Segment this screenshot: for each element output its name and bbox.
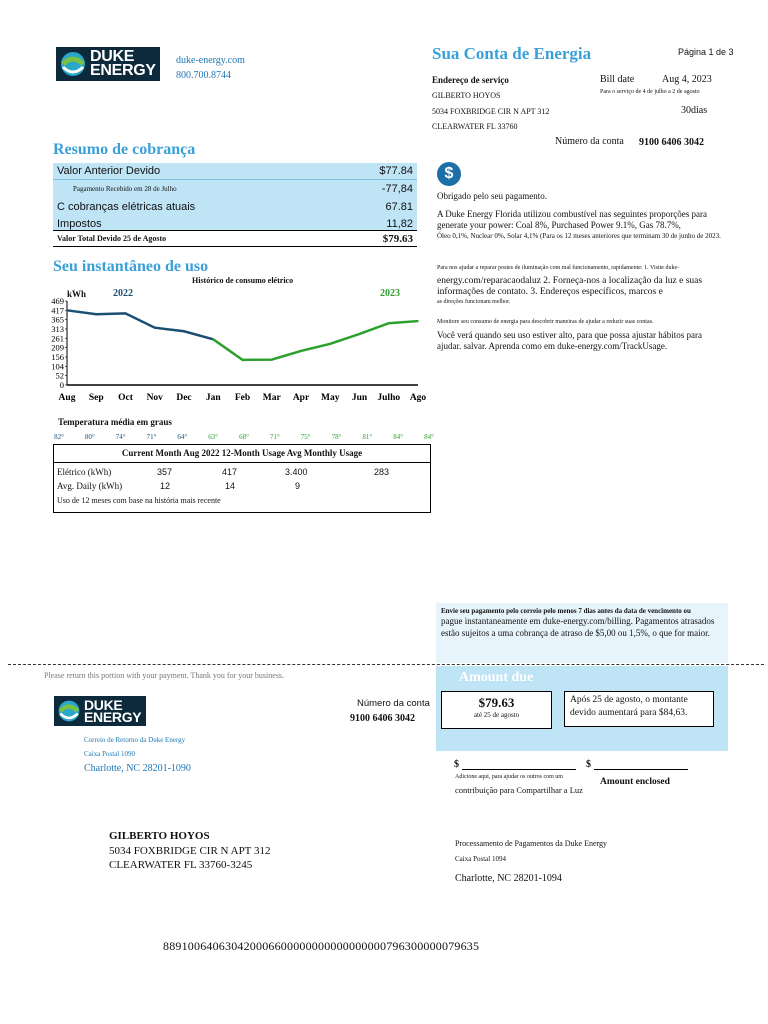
thanks-message: Obrigado pelo seu pagamento. [437, 191, 547, 201]
usage-chart [40, 295, 430, 407]
service-days: 30dias [681, 105, 708, 116]
series-line-2022 [67, 310, 213, 339]
account-number: 9100 6406 3042 [639, 137, 704, 148]
fuel-mix-message: A Duke Energy Florida utilizou combustível nas seguintes proporções para generate your power: Coal 8%, Purchased Power 9.1%, Gas 78.7%, [437, 209, 708, 230]
phone-number: 800.700.8744 [176, 70, 231, 81]
x-tick-label: Oct [118, 393, 133, 403]
x-tick-label: Mar [262, 393, 281, 403]
x-tick-label: Ago [409, 393, 427, 403]
lights-message-2: energy.com/reparacaodaluz 2. Forneça-nos a localização da luz e suas informações de contato. 3. Endereços específicos, marcos e [437, 276, 703, 297]
duke-energy-logo [56, 47, 160, 81]
chart-title: Histórico de consumo elétrico [192, 276, 294, 285]
data-point-2022 [95, 313, 97, 315]
duke-logo-mark-icon [56, 698, 82, 724]
x-tick-label: Julho [377, 393, 401, 403]
summary-row-value: $77.84 [379, 165, 413, 177]
fuel-mix-message-2: Óleo 0,1%, Nuclear 0%, Solar 4,1% (Para os 12 meses anteriores que terminam 30 de junho de 2023. [437, 232, 721, 240]
data-point-2023 [300, 350, 302, 352]
x-tick-label: May [321, 393, 340, 403]
y-tick-label: 0 [59, 380, 64, 390]
year-2022-label: 2022 [113, 288, 133, 299]
monitor-message-2: Você verá quando seu uso estiver alto, para que possa ajustar hábitos para ajudar. salvar. Aprenda como em duke-energy.com/TrackUsage. [437, 330, 702, 351]
temperature-row [54, 433, 434, 443]
temperature-title: Temperatura média em graus [58, 417, 172, 427]
billing-summary-table [53, 163, 417, 231]
temperature-value: 63° [208, 433, 219, 441]
data-point-2022 [66, 310, 68, 312]
tear-line [8, 664, 764, 665]
usage-note: Uso de 12 meses com base na história mais recente [57, 496, 221, 505]
temperature-value: 68° [239, 433, 249, 441]
data-point-2023 [242, 359, 244, 361]
y-tick-label: 52 [55, 370, 64, 381]
amount-due-box [441, 691, 552, 729]
share-note-1: Adicione aqui, para ajudar os outros com um [455, 774, 563, 780]
return-address-line1: Correio de Retorno da Duke Energy [84, 736, 186, 744]
lights-message-1: Para nos ajudar a reparar postes de iluminação com mal funcionamento, rapidamente: 1. Visite duke- [437, 265, 680, 271]
page-title: Sua Conta de Energia [432, 44, 592, 63]
temperature-value: 74° [115, 433, 126, 441]
year-2023-label: 2023 [380, 288, 400, 299]
lights-message-3: as direções funcionam melhor. [437, 299, 511, 305]
mail-note-bold: Envie seu pagamento pelo correio pelo menos 7 dias antes da data de vencimento ou [441, 607, 691, 615]
usage-row-label: Elétrico (kWh) [57, 467, 112, 477]
x-tick-label: Sep [88, 393, 104, 403]
amount-due-value: $79.63 [478, 695, 515, 710]
data-point-2022 [154, 327, 156, 329]
processing-line2: Caixa Postal 1094 [455, 855, 506, 863]
usage-row [54, 463, 430, 479]
data-point-2023 [329, 343, 331, 345]
y-tick-label: 469 [51, 296, 64, 306]
x-tick-label: Dec [176, 393, 192, 403]
temperature-value: 84° [424, 433, 434, 441]
data-point-2022 [183, 330, 185, 332]
usage-row-label: Avg. Daily (kWh) [57, 481, 123, 491]
chart-unit: kWh [67, 289, 87, 299]
y-tick-label: 156 [51, 352, 64, 363]
remit-account-label: Número da conta [357, 698, 430, 709]
amount-due-label: Amount due [459, 670, 534, 685]
x-tick-label: Apr [292, 393, 310, 403]
usage-table-header: Current Month Aug 2022 12-Month Usage Avg Monthly Usage [54, 445, 430, 463]
duke-energy-logo-remit [54, 696, 146, 726]
amount-enclosed-label: Amount enclosed [600, 777, 670, 787]
usage-avg: 9 [295, 481, 301, 491]
service-period: Para o serviço de 4 de julho a 2 de agosto [600, 89, 700, 95]
data-point-2023 [359, 333, 361, 335]
account-label: Número da conta [555, 136, 624, 147]
return-note: Please return this portion with your payment. Thank you for your business. [44, 671, 285, 680]
logo-text: DUKE ENERGY [90, 48, 156, 79]
page-number: Página 1 de 3 [678, 47, 734, 57]
temperature-value: 82° [54, 433, 64, 441]
summary-total-row [53, 230, 417, 247]
enclosed-amount-field[interactable] [594, 769, 688, 770]
y-tick-label: 417 [51, 305, 64, 316]
x-tick-label: Aug [58, 393, 76, 403]
temperature-value: 75° [300, 433, 311, 441]
service-address-label: Endereço de serviço [432, 75, 509, 85]
remit-account-number: 9100 6406 3042 [350, 713, 415, 724]
logo-text: DUKE ENERGY [84, 697, 142, 725]
x-tick-label: Feb [234, 393, 251, 403]
summary-row [53, 163, 417, 180]
mail-customer-addr2: CLEARWATER FL 33760-3245 [109, 859, 253, 871]
total-due-label: Valor Total Devido 25 de Agosto [57, 234, 167, 243]
summary-row-value: 11,82 [386, 217, 413, 230]
enclosed-dollar-sign: $ [586, 759, 591, 770]
temperature-value: 84° [393, 433, 404, 441]
usage-12month: 417 [222, 467, 238, 477]
data-point-2023 [271, 359, 273, 361]
temperature-value: 64° [177, 433, 188, 441]
data-point-2023 [388, 322, 390, 324]
return-address-line2: Caixa Postal 1090 [84, 750, 135, 758]
monitor-message-1: Monitore seu consumo de energia para descobrir maneiras de ajudar a reduzir suas contas. [437, 319, 654, 325]
mail-note-text: pague instantaneamente em duke-energy.com/billing. Pagamentos atrasados estão sujeitos a uma cobrança de atraso de $5,00 ou 1,5%, o que for maior. [441, 616, 715, 638]
amount-due-date: até 25 de agosto [473, 711, 520, 719]
usage-snapshot-title: Seu instantâneo de uso [53, 258, 209, 275]
y-tick-label: 104 [51, 361, 64, 372]
summary-row-label: Pagamento Recebido em 28 de Julho [73, 185, 177, 193]
total-due-value: $79.63 [382, 232, 413, 245]
website-link[interactable]: duke-energy.com [176, 55, 245, 66]
share-dollar-sign: $ [454, 759, 459, 770]
usage-row [54, 479, 430, 495]
mail-note-box [436, 603, 728, 663]
summary-row-label: Impostos [57, 217, 102, 230]
x-tick-label: Jan [205, 393, 221, 403]
data-point-2022 [125, 313, 127, 315]
y-tick-label: 313 [51, 323, 64, 334]
summary-row-label: Valor Anterior Devido [57, 165, 161, 177]
y-tick-label: 209 [51, 342, 64, 353]
usage-extra: 283 [374, 467, 390, 477]
usage-current: 12 [160, 481, 171, 491]
summary-row [53, 198, 417, 215]
summary-row-value: -77,84 [381, 183, 413, 195]
usage-avg: 3.400 [285, 467, 308, 477]
bill-date: Aug 4, 2023 [662, 74, 712, 85]
summary-row [53, 180, 417, 198]
processing-line1: Processamento de Pagamentos da Duke Energy [455, 839, 608, 848]
share-note-2: contribuição para Compartilhar a Luz [455, 785, 583, 795]
mail-customer-addr1: 5034 FOXBRIDGE CIR N APT 312 [109, 845, 271, 857]
data-point-2023 [417, 320, 419, 322]
customer-name: GILBERTO HOYOS [432, 91, 501, 100]
temperature-value: 80° [84, 433, 95, 441]
return-address-line3: Charlotte, NC 28201-1090 [84, 763, 191, 774]
bill-date-label: Bill date [600, 74, 635, 85]
billing-summary-title: Resumo de cobrança [53, 141, 196, 158]
x-tick-label: Jun [351, 393, 368, 403]
y-tick-label: 261 [51, 333, 64, 344]
temperature-value: 78° [331, 433, 342, 441]
late-fee-box: Após 25 de agosto, o montante devido aumentará para $84,63. [564, 691, 714, 727]
summary-row-value: 67.81 [385, 200, 413, 213]
temperature-value: 81° [362, 433, 373, 441]
usage-current: 357 [157, 467, 173, 477]
duke-logo-mark-icon [58, 49, 88, 79]
scanline-number: 889100640630420006600000000000000000796300000079635 [163, 939, 480, 953]
mail-customer-name: GILBERTO HOYOS [109, 830, 210, 842]
x-tick-label: Nov [146, 393, 163, 403]
amount-due-panel [436, 666, 728, 751]
usage-table [53, 444, 431, 513]
share-amount-field[interactable] [462, 769, 576, 770]
service-address-line2: CLEARWATER FL 33760 [432, 122, 518, 131]
usage-12month: 14 [225, 481, 236, 491]
y-tick-label: 365 [51, 314, 64, 325]
temperature-value: 71° [269, 433, 280, 441]
dollar-icon: $ [437, 162, 461, 186]
summary-row-label: C cobranças elétricas atuais [57, 200, 196, 213]
service-address-line1: 5034 FOXBRIDGE CIR N APT 312 [432, 107, 550, 116]
processing-line3: Charlotte, NC 28201-1094 [455, 873, 562, 884]
temperature-value: 71° [146, 433, 157, 441]
data-point-2023 [212, 339, 214, 341]
series-line-2023 [213, 321, 418, 360]
